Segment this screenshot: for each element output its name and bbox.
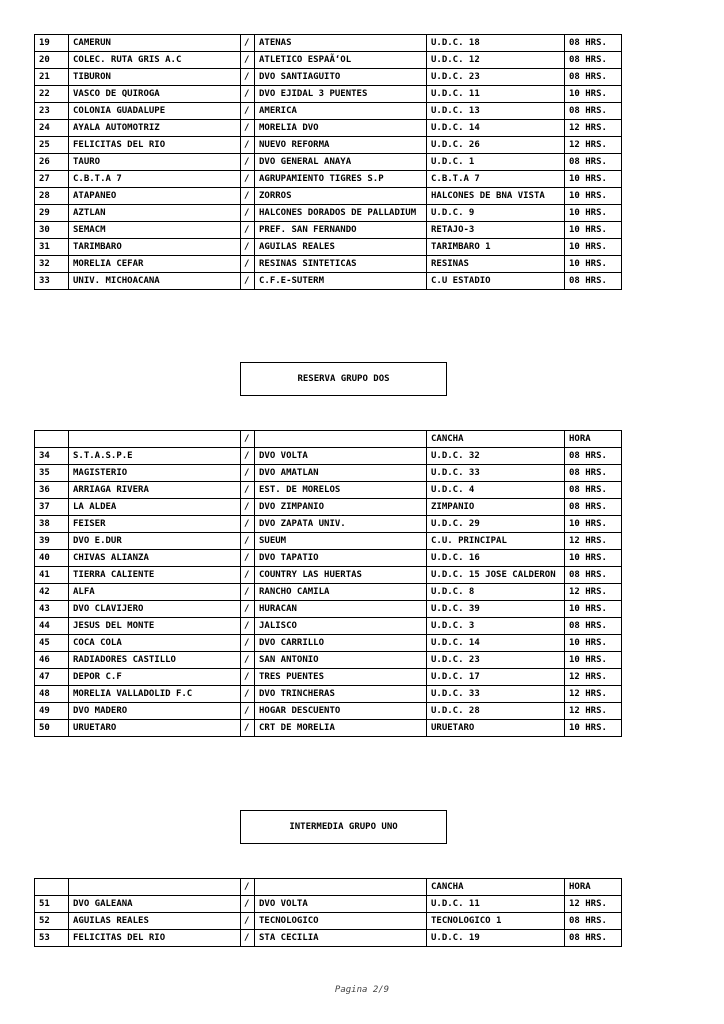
header-venue-cancha-cell: CANCHA bbox=[427, 879, 565, 896]
page-number-footer: Pagina 2/9 bbox=[334, 985, 390, 995]
header-versus-separator-cell: / bbox=[241, 879, 255, 896]
venue-cancha-cell: RESINAS bbox=[427, 256, 565, 273]
table-row bbox=[35, 137, 622, 154]
home-team-cell: COCA COLA bbox=[69, 635, 241, 652]
versus-separator-cell: / bbox=[241, 205, 255, 222]
table-row bbox=[35, 567, 622, 584]
kickoff-time-cell: 08 HRS. bbox=[565, 154, 622, 171]
match-number-cell: 37 bbox=[35, 499, 69, 516]
away-team-cell: TRES PUENTES bbox=[255, 669, 427, 686]
versus-separator-cell: / bbox=[241, 256, 255, 273]
home-team-cell: COLEC. RUTA GRIS A.C bbox=[69, 52, 241, 69]
venue-cancha-cell: U.D.C. 14 bbox=[427, 635, 565, 652]
away-team-cell: RANCHO CAMILA bbox=[255, 584, 427, 601]
home-team-cell: DVO E.DUR bbox=[69, 533, 241, 550]
versus-separator-cell: / bbox=[241, 239, 255, 256]
match-number-cell: 48 bbox=[35, 686, 69, 703]
home-team-cell: CAMERUN bbox=[69, 35, 241, 52]
match-number-cell: 23 bbox=[35, 103, 69, 120]
venue-cancha-cell: U.D.C. 26 bbox=[427, 137, 565, 154]
versus-separator-cell: / bbox=[241, 222, 255, 239]
match-number-cell: 31 bbox=[35, 239, 69, 256]
away-team-cell: COUNTRY LAS HUERTAS bbox=[255, 567, 427, 584]
table-row bbox=[35, 120, 622, 137]
table-row bbox=[35, 686, 622, 703]
table-row bbox=[35, 652, 622, 669]
header-home-team-cell bbox=[69, 879, 241, 896]
kickoff-time-cell: 10 HRS. bbox=[565, 256, 622, 273]
header-match-number-cell bbox=[35, 431, 69, 448]
home-team-cell: MAGISTERIO bbox=[69, 465, 241, 482]
table-row bbox=[35, 550, 622, 567]
match-number-cell: 38 bbox=[35, 516, 69, 533]
kickoff-time-cell: 10 HRS. bbox=[565, 239, 622, 256]
venue-cancha-cell: U.D.C. 23 bbox=[427, 69, 565, 86]
table-row bbox=[35, 896, 622, 913]
home-team-cell: TARIMBARO bbox=[69, 239, 241, 256]
match-number-cell: 45 bbox=[35, 635, 69, 652]
home-team-cell: DVO CLAVIJERO bbox=[69, 601, 241, 618]
away-team-cell: HOGAR DESCUENTO bbox=[255, 703, 427, 720]
match-number-cell: 21 bbox=[35, 69, 69, 86]
versus-separator-cell: / bbox=[241, 913, 255, 930]
match-number-cell: 19 bbox=[35, 35, 69, 52]
header-away-team-cell bbox=[255, 431, 427, 448]
away-team-cell: ZORROS bbox=[255, 188, 427, 205]
versus-separator-cell: / bbox=[241, 652, 255, 669]
match-number-cell: 47 bbox=[35, 669, 69, 686]
header-kickoff-time-cell: HORA bbox=[565, 879, 622, 896]
table-row bbox=[35, 52, 622, 69]
kickoff-time-cell: 10 HRS. bbox=[565, 720, 622, 737]
match-number-cell: 20 bbox=[35, 52, 69, 69]
away-team-cell: JALISCO bbox=[255, 618, 427, 635]
match-number-cell: 28 bbox=[35, 188, 69, 205]
versus-separator-cell: / bbox=[241, 86, 255, 103]
fixtures-table-reserva-grupo-dos bbox=[34, 430, 622, 737]
away-team-cell: AGRUPAMIENTO TIGRES S.P bbox=[255, 171, 427, 188]
table-row bbox=[35, 930, 622, 947]
away-team-cell: ATENAS bbox=[255, 35, 427, 52]
kickoff-time-cell: 10 HRS. bbox=[565, 222, 622, 239]
venue-cancha-cell: U.D.C. 29 bbox=[427, 516, 565, 533]
table-row bbox=[35, 669, 622, 686]
away-team-cell: SAN ANTONIO bbox=[255, 652, 427, 669]
table-row bbox=[35, 601, 622, 618]
home-team-cell: ATAPANEO bbox=[69, 188, 241, 205]
venue-cancha-cell: U.D.C. 14 bbox=[427, 120, 565, 137]
table-row bbox=[35, 584, 622, 601]
venue-cancha-cell: U.D.C. 33 bbox=[427, 465, 565, 482]
home-team-cell: DEPOR C.F bbox=[69, 669, 241, 686]
home-team-cell: DVO GALEANA bbox=[69, 896, 241, 913]
versus-separator-cell: / bbox=[241, 188, 255, 205]
venue-cancha-cell: U.D.C. 13 bbox=[427, 103, 565, 120]
away-team-cell: STA CECILIA bbox=[255, 930, 427, 947]
home-team-cell: MORELIA CEFAR bbox=[69, 256, 241, 273]
kickoff-time-cell: 08 HRS. bbox=[565, 499, 622, 516]
table-row bbox=[35, 86, 622, 103]
fixtures-table-group-continued bbox=[34, 34, 622, 290]
home-team-cell: SEMACM bbox=[69, 222, 241, 239]
home-team-cell: FELICITAS DEL RIO bbox=[69, 137, 241, 154]
table-row bbox=[35, 448, 622, 465]
match-number-cell: 53 bbox=[35, 930, 69, 947]
match-number-cell: 29 bbox=[35, 205, 69, 222]
kickoff-time-cell: 08 HRS. bbox=[565, 482, 622, 499]
versus-separator-cell: / bbox=[241, 171, 255, 188]
table-row bbox=[35, 154, 622, 171]
versus-separator-cell: / bbox=[241, 686, 255, 703]
home-team-cell: COLONIA GUADALUPE bbox=[69, 103, 241, 120]
away-team-cell: DVO AMATLAN bbox=[255, 465, 427, 482]
home-team-cell: TIBURON bbox=[69, 69, 241, 86]
kickoff-time-cell: 10 HRS. bbox=[565, 171, 622, 188]
away-team-cell: RESINAS SINTETICAS bbox=[255, 256, 427, 273]
table-row bbox=[35, 516, 622, 533]
venue-cancha-cell: U.D.C. 9 bbox=[427, 205, 565, 222]
match-number-cell: 41 bbox=[35, 567, 69, 584]
home-team-cell: VASCO DE QUIROGA bbox=[69, 86, 241, 103]
away-team-cell: DVO CARRILLO bbox=[255, 635, 427, 652]
match-number-cell: 42 bbox=[35, 584, 69, 601]
versus-separator-cell: / bbox=[241, 567, 255, 584]
match-number-cell: 26 bbox=[35, 154, 69, 171]
match-number-cell: 39 bbox=[35, 533, 69, 550]
versus-separator-cell: / bbox=[241, 35, 255, 52]
header-away-team-cell bbox=[255, 879, 427, 896]
match-number-cell: 34 bbox=[35, 448, 69, 465]
kickoff-time-cell: 12 HRS. bbox=[565, 896, 622, 913]
table-row bbox=[35, 499, 622, 516]
venue-cancha-cell: U.D.C. 11 bbox=[427, 896, 565, 913]
away-team-cell: DVO GENERAL ANAYA bbox=[255, 154, 427, 171]
match-number-cell: 24 bbox=[35, 120, 69, 137]
versus-separator-cell: / bbox=[241, 896, 255, 913]
versus-separator-cell: / bbox=[241, 703, 255, 720]
kickoff-time-cell: 12 HRS. bbox=[565, 533, 622, 550]
kickoff-time-cell: 12 HRS. bbox=[565, 669, 622, 686]
away-team-cell: AGUILAS REALES bbox=[255, 239, 427, 256]
match-number-cell: 22 bbox=[35, 86, 69, 103]
home-team-cell: TIERRA CALIENTE bbox=[69, 567, 241, 584]
kickoff-time-cell: 08 HRS. bbox=[565, 448, 622, 465]
home-team-cell: URUETARO bbox=[69, 720, 241, 737]
header-versus-separator-cell: / bbox=[241, 431, 255, 448]
venue-cancha-cell: C.B.T.A 7 bbox=[427, 171, 565, 188]
away-team-cell: DVO VOLTA bbox=[255, 448, 427, 465]
table-row bbox=[35, 222, 622, 239]
kickoff-time-cell: 08 HRS. bbox=[565, 273, 622, 290]
table-row bbox=[35, 35, 622, 52]
table-row bbox=[35, 273, 622, 290]
venue-cancha-cell: U.D.C. 18 bbox=[427, 35, 565, 52]
away-team-cell: DVO TRINCHERAS bbox=[255, 686, 427, 703]
versus-separator-cell: / bbox=[241, 154, 255, 171]
venue-cancha-cell: U.D.C. 23 bbox=[427, 652, 565, 669]
kickoff-time-cell: 08 HRS. bbox=[565, 913, 622, 930]
venue-cancha-cell: ZIMPANIO bbox=[427, 499, 565, 516]
away-team-cell: C.F.E-SUTERM bbox=[255, 273, 427, 290]
match-number-cell: 25 bbox=[35, 137, 69, 154]
match-number-cell: 27 bbox=[35, 171, 69, 188]
versus-separator-cell: / bbox=[241, 533, 255, 550]
match-number-cell: 44 bbox=[35, 618, 69, 635]
home-team-cell: AYALA AUTOMOTRIZ bbox=[69, 120, 241, 137]
venue-cancha-cell: U.D.C. 19 bbox=[427, 930, 565, 947]
venue-cancha-cell: U.D.C. 8 bbox=[427, 584, 565, 601]
versus-separator-cell: / bbox=[241, 516, 255, 533]
kickoff-time-cell: 08 HRS. bbox=[565, 69, 622, 86]
venue-cancha-cell: U.D.C. 11 bbox=[427, 86, 565, 103]
kickoff-time-cell: 10 HRS. bbox=[565, 635, 622, 652]
versus-separator-cell: / bbox=[241, 52, 255, 69]
home-team-cell: DVO MADERO bbox=[69, 703, 241, 720]
away-team-cell: NUEVO REFORMA bbox=[255, 137, 427, 154]
table-row bbox=[35, 635, 622, 652]
home-team-cell: AZTLAN bbox=[69, 205, 241, 222]
match-number-cell: 36 bbox=[35, 482, 69, 499]
kickoff-time-cell: 08 HRS. bbox=[565, 103, 622, 120]
match-number-cell: 46 bbox=[35, 652, 69, 669]
away-team-cell: DVO ZIMPANIO bbox=[255, 499, 427, 516]
table-row bbox=[35, 103, 622, 120]
venue-cancha-cell: URUETARO bbox=[427, 720, 565, 737]
header-venue-cancha-cell: CANCHA bbox=[427, 431, 565, 448]
home-team-cell: FEISER bbox=[69, 516, 241, 533]
versus-separator-cell: / bbox=[241, 601, 255, 618]
table-header-row bbox=[35, 431, 622, 448]
venue-cancha-cell: C.U. PRINCIPAL bbox=[427, 533, 565, 550]
table-row bbox=[35, 533, 622, 550]
versus-separator-cell: / bbox=[241, 273, 255, 290]
kickoff-time-cell: 08 HRS. bbox=[565, 618, 622, 635]
away-team-cell: DVO VOLTA bbox=[255, 896, 427, 913]
versus-separator-cell: / bbox=[241, 669, 255, 686]
match-number-cell: 43 bbox=[35, 601, 69, 618]
away-team-cell: CRT DE MORELIA bbox=[255, 720, 427, 737]
home-team-cell: TAURO bbox=[69, 154, 241, 171]
away-team-cell: AMERICA bbox=[255, 103, 427, 120]
away-team-cell: DVO TAPATIO bbox=[255, 550, 427, 567]
table-row bbox=[35, 720, 622, 737]
venue-cancha-cell: U.D.C. 39 bbox=[427, 601, 565, 618]
kickoff-time-cell: 10 HRS. bbox=[565, 86, 622, 103]
venue-cancha-cell: HALCONES DE BNA VISTA bbox=[427, 188, 565, 205]
match-number-cell: 32 bbox=[35, 256, 69, 273]
venue-cancha-cell: U.D.C. 12 bbox=[427, 52, 565, 69]
kickoff-time-cell: 08 HRS. bbox=[565, 567, 622, 584]
kickoff-time-cell: 08 HRS. bbox=[565, 35, 622, 52]
venue-cancha-cell: U.D.C. 4 bbox=[427, 482, 565, 499]
section-title-intermedia-grupo-uno: INTERMEDIA GRUPO UNO bbox=[240, 810, 447, 844]
kickoff-time-cell: 10 HRS. bbox=[565, 516, 622, 533]
match-number-cell: 52 bbox=[35, 913, 69, 930]
versus-separator-cell: / bbox=[241, 448, 255, 465]
home-team-cell: MORELIA VALLADOLID F.C bbox=[69, 686, 241, 703]
versus-separator-cell: / bbox=[241, 103, 255, 120]
table-row bbox=[35, 482, 622, 499]
match-number-cell: 49 bbox=[35, 703, 69, 720]
versus-separator-cell: / bbox=[241, 930, 255, 947]
home-team-cell: AGUILAS REALES bbox=[69, 913, 241, 930]
home-team-cell: UNIV. MICHOACANA bbox=[69, 273, 241, 290]
home-team-cell: CHIVAS ALIANZA bbox=[69, 550, 241, 567]
kickoff-time-cell: 08 HRS. bbox=[565, 52, 622, 69]
fixtures-table-intermedia-grupo-uno bbox=[34, 878, 622, 947]
match-number-cell: 50 bbox=[35, 720, 69, 737]
venue-cancha-cell: TECNOLOGICO 1 bbox=[427, 913, 565, 930]
versus-separator-cell: / bbox=[241, 465, 255, 482]
venue-cancha-cell: TARIMBARO 1 bbox=[427, 239, 565, 256]
venue-cancha-cell: C.U ESTADIO bbox=[427, 273, 565, 290]
kickoff-time-cell: 12 HRS. bbox=[565, 686, 622, 703]
kickoff-time-cell: 08 HRS. bbox=[565, 465, 622, 482]
kickoff-time-cell: 08 HRS. bbox=[565, 930, 622, 947]
kickoff-time-cell: 10 HRS. bbox=[565, 550, 622, 567]
table-row bbox=[35, 703, 622, 720]
venue-cancha-cell: U.D.C. 15 JOSE CALDERON bbox=[427, 567, 565, 584]
table-header-row bbox=[35, 879, 622, 896]
section-title-reserva-grupo-dos: RESERVA GRUPO DOS bbox=[240, 362, 447, 396]
table-row bbox=[35, 205, 622, 222]
kickoff-time-cell: 12 HRS. bbox=[565, 584, 622, 601]
venue-cancha-cell: U.D.C. 16 bbox=[427, 550, 565, 567]
venue-cancha-cell: U.D.C. 1 bbox=[427, 154, 565, 171]
match-number-cell: 40 bbox=[35, 550, 69, 567]
table-row bbox=[35, 465, 622, 482]
away-team-cell: DVO ZAPATA UNIV. bbox=[255, 516, 427, 533]
away-team-cell: MORELIA DVO bbox=[255, 120, 427, 137]
versus-separator-cell: / bbox=[241, 720, 255, 737]
versus-separator-cell: / bbox=[241, 69, 255, 86]
match-number-cell: 51 bbox=[35, 896, 69, 913]
home-team-cell: LA ALDEA bbox=[69, 499, 241, 516]
venue-cancha-cell: U.D.C. 33 bbox=[427, 686, 565, 703]
header-home-team-cell bbox=[69, 431, 241, 448]
venue-cancha-cell: RETAJO-3 bbox=[427, 222, 565, 239]
kickoff-time-cell: 12 HRS. bbox=[565, 703, 622, 720]
header-match-number-cell bbox=[35, 879, 69, 896]
venue-cancha-cell: U.D.C. 3 bbox=[427, 618, 565, 635]
away-team-cell: PREF. SAN FERNANDO bbox=[255, 222, 427, 239]
away-team-cell: DVO EJIDAL 3 PUENTES bbox=[255, 86, 427, 103]
match-number-cell: 30 bbox=[35, 222, 69, 239]
table-row bbox=[35, 188, 622, 205]
versus-separator-cell: / bbox=[241, 482, 255, 499]
home-team-cell: C.B.T.A 7 bbox=[69, 171, 241, 188]
away-team-cell: HALCONES DORADOS DE PALLADIUM bbox=[255, 205, 427, 222]
home-team-cell: JESUS DEL MONTE bbox=[69, 618, 241, 635]
away-team-cell: DVO SANTIAGUITO bbox=[255, 69, 427, 86]
away-team-cell: HURACAN bbox=[255, 601, 427, 618]
match-number-cell: 33 bbox=[35, 273, 69, 290]
versus-separator-cell: / bbox=[241, 635, 255, 652]
table-row bbox=[35, 69, 622, 86]
versus-separator-cell: / bbox=[241, 550, 255, 567]
kickoff-time-cell: 12 HRS. bbox=[565, 120, 622, 137]
versus-separator-cell: / bbox=[241, 618, 255, 635]
versus-separator-cell: / bbox=[241, 137, 255, 154]
kickoff-time-cell: 10 HRS. bbox=[565, 205, 622, 222]
header-kickoff-time-cell: HORA bbox=[565, 431, 622, 448]
versus-separator-cell: / bbox=[241, 584, 255, 601]
away-team-cell: TECNOLOGICO bbox=[255, 913, 427, 930]
home-team-cell: RADIADORES CASTILLO bbox=[69, 652, 241, 669]
away-team-cell: SUEUM bbox=[255, 533, 427, 550]
table-row bbox=[35, 239, 622, 256]
table-row bbox=[35, 913, 622, 930]
match-number-cell: 35 bbox=[35, 465, 69, 482]
kickoff-time-cell: 10 HRS. bbox=[565, 652, 622, 669]
venue-cancha-cell: U.D.C. 32 bbox=[427, 448, 565, 465]
table-row bbox=[35, 171, 622, 188]
away-team-cell: ATLETICO ESPAÃ‘OL bbox=[255, 52, 427, 69]
home-team-cell: ARRIAGA RIVERA bbox=[69, 482, 241, 499]
versus-separator-cell: / bbox=[241, 499, 255, 516]
home-team-cell: FELICITAS DEL RIO bbox=[69, 930, 241, 947]
venue-cancha-cell: U.D.C. 17 bbox=[427, 669, 565, 686]
kickoff-time-cell: 10 HRS. bbox=[565, 188, 622, 205]
home-team-cell: ALFA bbox=[69, 584, 241, 601]
table-row bbox=[35, 618, 622, 635]
kickoff-time-cell: 10 HRS. bbox=[565, 601, 622, 618]
away-team-cell: EST. DE MORELOS bbox=[255, 482, 427, 499]
table-row bbox=[35, 256, 622, 273]
venue-cancha-cell: U.D.C. 28 bbox=[427, 703, 565, 720]
kickoff-time-cell: 12 HRS. bbox=[565, 137, 622, 154]
versus-separator-cell: / bbox=[241, 120, 255, 137]
home-team-cell: S.T.A.S.P.E bbox=[69, 448, 241, 465]
